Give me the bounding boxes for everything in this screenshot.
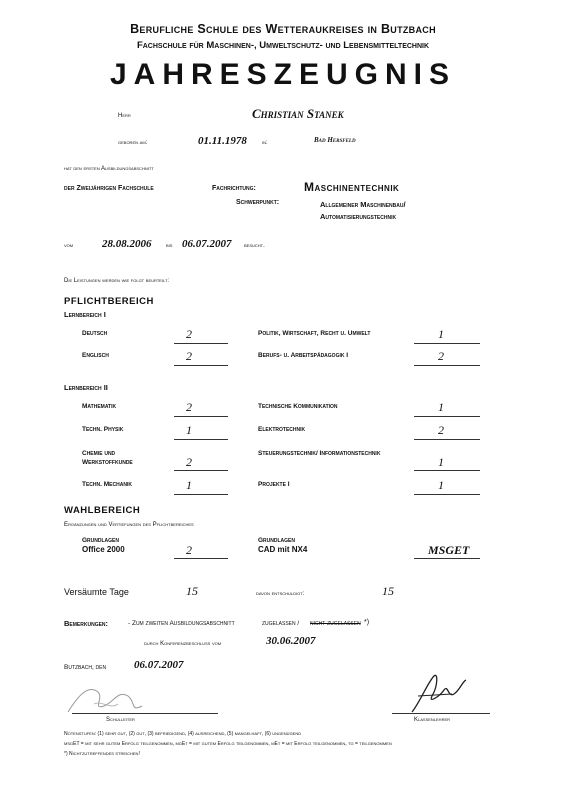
assessment-intro: Die Leistungen werden wie folgt beurteilt:: [64, 278, 170, 284]
subject-grade: 1: [186, 478, 192, 492]
school-name: Berufliche Schule des Wetteraukreises in Butzbach: [130, 22, 436, 36]
grade-underline: [414, 343, 480, 344]
subject-label: Techn. Physik: [82, 426, 124, 433]
subject-grade: 1: [186, 423, 192, 437]
salutation-label: Herr: [118, 113, 131, 119]
grade-underline: [414, 494, 480, 495]
subject-label: Steuerungstechnik/ Informationstechnik: [258, 450, 381, 457]
remarks-text-struck: nicht zugelassen: [310, 620, 361, 627]
subject-label: Techn. Mechanik: [82, 481, 132, 488]
excused-value: 15: [382, 584, 394, 598]
subject-label: Mathematik: [82, 403, 117, 410]
subject-grade: 2: [438, 423, 444, 437]
grade-underline: [414, 439, 480, 440]
school-type: der Zweijährigen Fachschule: [64, 185, 154, 192]
subject-label: Deutsch: [82, 330, 108, 337]
remarks-text-end: *): [364, 619, 370, 626]
subject-grade: 2: [186, 400, 192, 414]
subject-grade: 1: [438, 327, 444, 341]
period-from-date: 28.08.2006: [102, 238, 152, 250]
grade-underline: [174, 558, 228, 559]
signing-date: 06.07.2007: [134, 659, 184, 671]
lernbereich-1-title: Lernbereich I: [64, 310, 106, 319]
subject-label: Berufs- u. Arbeitspädagogik I: [258, 352, 349, 359]
teacher-role: Klassenlehrer: [414, 717, 451, 723]
grade-underline: [174, 470, 228, 471]
focus-line-1: Allgemeiner Maschinenbau/: [320, 200, 406, 209]
subject-grade: 2: [186, 349, 192, 363]
absence-label: Versäumte Tage: [64, 587, 129, 597]
lernbereich-2-title: Lernbereich II: [64, 383, 108, 392]
subject-label: Werkstoffkunde: [82, 459, 133, 466]
period-to-label: bis: [166, 243, 173, 249]
subject-grade: 1: [438, 400, 444, 414]
period-to-date: 06.07.2007: [182, 238, 232, 250]
excused-label: davon entschuldigt:: [256, 591, 305, 597]
grade-underline: [174, 439, 228, 440]
birth-place: Bad Hersfeld: [314, 136, 356, 144]
birth-date-label: geboren am:: [118, 140, 148, 146]
teacher-signature-line: [392, 713, 490, 714]
subject-label: Grundlagen: [82, 537, 119, 544]
period-suffix: besucht.: [244, 243, 265, 249]
remarks-text-start: - Zum zweiten Ausbildungsabschnitt: [128, 620, 235, 627]
subject-grade: 2: [186, 455, 192, 469]
footnote-abbreviations: msgET = mit sehr gutem Erfolg teilgenommen, mgEt = mit gutem Erfolg teilgenommen, mEt = mit Erfolg teilgenommen, tg = teilgenommen: [64, 741, 392, 747]
student-name: Christian Stanek: [252, 106, 344, 121]
wahlbereich-subtitle: Ergänzungen und Vertiefungen des Pflichtbereiches: [64, 522, 194, 528]
subject-grade: 1: [438, 455, 444, 469]
grade-underline: [174, 343, 228, 344]
subject-label: Elektrotechnik: [258, 426, 306, 433]
grade-underline: [414, 416, 480, 417]
subject-label: Office 2000: [82, 545, 125, 554]
grade-underline: [414, 365, 480, 366]
field-label: Fachrichtung:: [212, 185, 256, 192]
subject-label: Projekte I: [258, 481, 290, 488]
subject-label: Technische Kommunikation: [258, 403, 338, 410]
decision-label: durch Konferenzbeschluss vom: [144, 641, 222, 647]
field-value: Maschinentechnik: [304, 180, 400, 194]
school-department: Fachschule für Maschinen-, Umweltschutz- und Lebensmitteltechnik: [136, 40, 430, 51]
focus-label: Schwerpunkt:: [236, 199, 280, 206]
birth-date: 01.11.1978: [198, 135, 247, 147]
grade-underline: [174, 494, 228, 495]
remarks-label: Bemerkungen:: [64, 619, 109, 628]
subject-label: Grundlagen: [258, 537, 295, 544]
grade-underline: [174, 416, 228, 417]
subject-label: Chemie und: [82, 450, 116, 457]
focus-line-2: Automatisierungstechnik: [320, 212, 397, 221]
subject-grade: 2: [438, 349, 444, 363]
subject-label: Politik, Wirtschaft, Recht u. Umwelt: [258, 330, 371, 337]
section-pflichtbereich: PFLICHTBEREICH: [64, 296, 154, 307]
teacher-signature: [404, 672, 474, 718]
period-from-label: vom: [64, 243, 74, 249]
footnote-strike-note: *) Nichtzutreffendes streichen!: [64, 751, 140, 757]
subject-label: CAD mit NX4: [258, 545, 308, 554]
absence-value: 15: [186, 584, 198, 598]
subject-grade: 1: [438, 478, 444, 492]
principal-role: Schulleiter: [106, 717, 135, 723]
subject-grade: MSGET: [428, 543, 470, 557]
subject-grade: 2: [186, 543, 192, 557]
page-title: JAHRESZEUGNIS: [109, 58, 457, 91]
principal-signature-line: [72, 713, 218, 714]
birth-place-label: in:: [262, 140, 268, 146]
section-wahlbereich: WAHLBEREICH: [64, 505, 141, 516]
subject-grade: 2: [186, 327, 192, 341]
grade-underline: [414, 558, 480, 559]
footnote-grades: Notenstufen: (1) sehr gut, (2) gut, (3) befriedigend, (4) ausreichend, (5) mangelhaft, (6) ungenügend: [64, 731, 302, 737]
decision-date: 30.06.2007: [266, 635, 316, 647]
program-intro: hat den ersten Ausbildungsabschnitt: [64, 166, 154, 172]
grade-underline: [414, 470, 480, 471]
grade-underline: [174, 365, 228, 366]
remarks-text-zugelassen: zugelassen /: [262, 620, 300, 627]
signing-place-label: Butzbach, den: [64, 664, 107, 671]
subject-label: Englisch: [82, 352, 109, 359]
